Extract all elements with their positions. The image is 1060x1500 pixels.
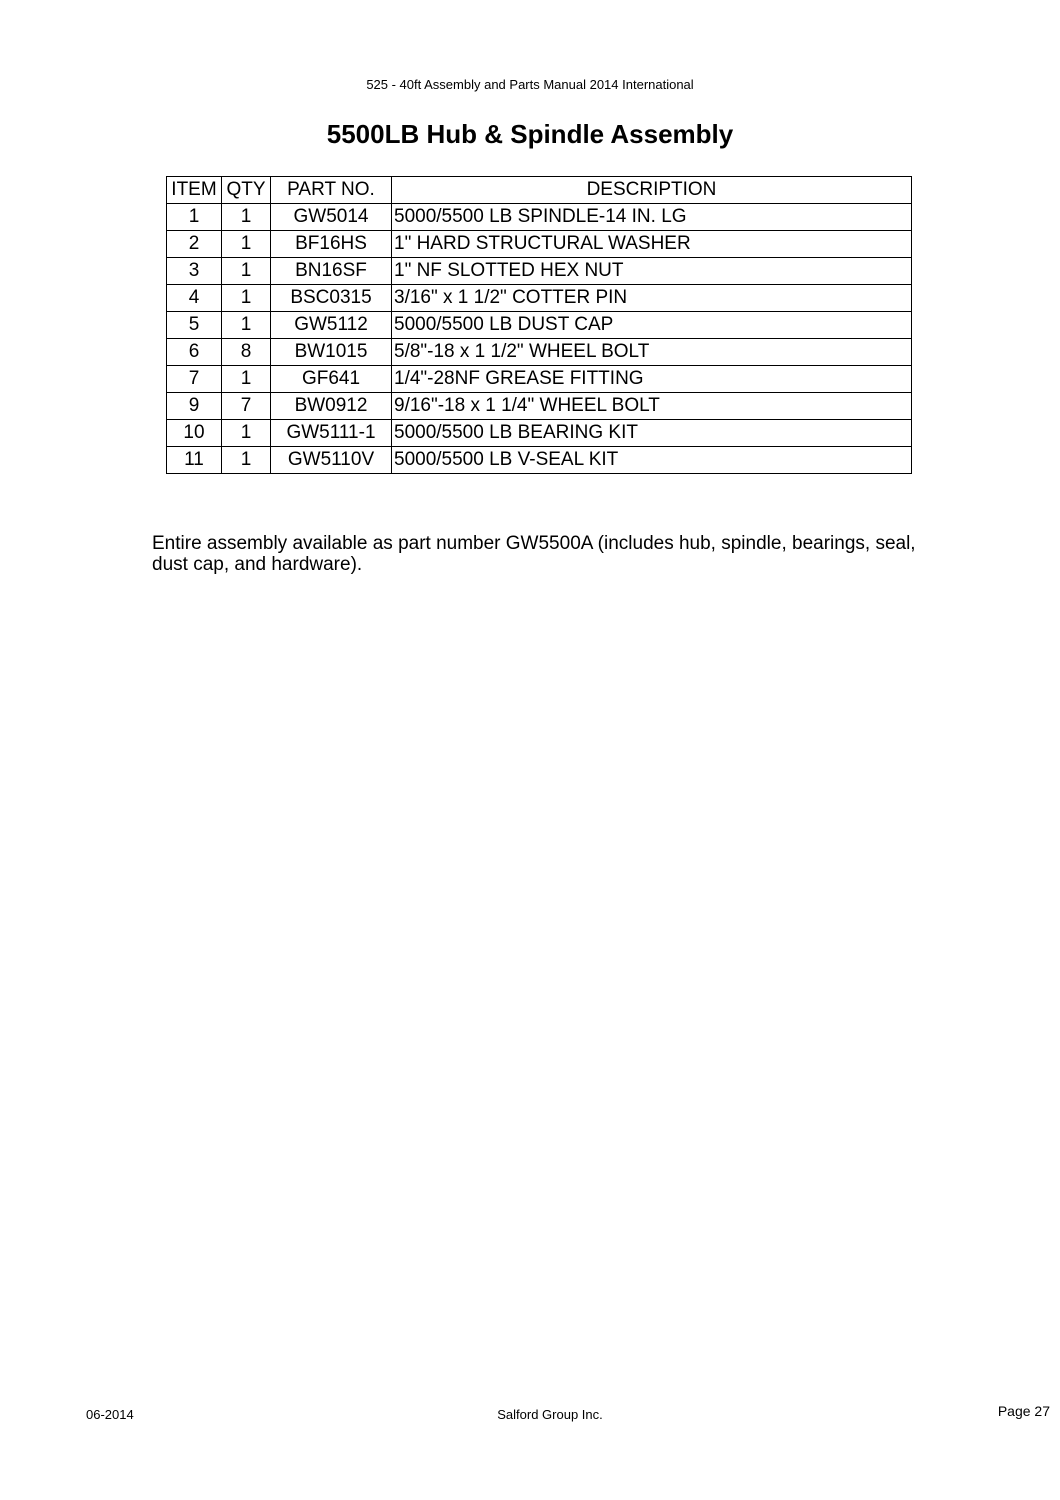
assembly-note: Entire assembly available as part number GW5500A (includes hub, spindle, bearings, seal, dust cap, and hardware). bbox=[152, 533, 916, 575]
cell-part-no: BW1015 bbox=[271, 339, 392, 366]
cell-description: 5/8"-18 x 1 1/2" WHEEL BOLT bbox=[392, 339, 912, 366]
cell-item: 2 bbox=[167, 231, 222, 258]
table-row bbox=[167, 366, 912, 393]
cell-qty: 1 bbox=[222, 420, 271, 447]
cell-description: 3/16" x 1 1/2" COTTER PIN bbox=[392, 285, 912, 312]
column-header-item: ITEM bbox=[167, 177, 222, 204]
cell-item: 5 bbox=[167, 312, 222, 339]
page-number: Page 27 bbox=[997, 1403, 1050, 1419]
cell-qty: 1 bbox=[222, 231, 271, 258]
cell-description: 5000/5500 LB SPINDLE-14 IN. LG bbox=[392, 204, 912, 231]
cell-item: 11 bbox=[167, 447, 222, 474]
cell-part-no: GW5110V bbox=[271, 447, 392, 474]
cell-qty: 1 bbox=[222, 366, 271, 393]
cell-item: 10 bbox=[167, 420, 222, 447]
cell-part-no: GW5112 bbox=[271, 312, 392, 339]
cell-description: 1" NF SLOTTED HEX NUT bbox=[392, 258, 912, 285]
column-header-qty: QTY bbox=[222, 177, 271, 204]
cell-qty: 1 bbox=[222, 285, 271, 312]
cell-qty: 1 bbox=[222, 312, 271, 339]
cell-item: 6 bbox=[167, 339, 222, 366]
table-row bbox=[167, 420, 912, 447]
table-row bbox=[167, 231, 912, 258]
cell-qty: 7 bbox=[222, 393, 271, 420]
cell-qty: 1 bbox=[222, 447, 271, 474]
column-header-description: DESCRIPTION bbox=[392, 177, 912, 204]
cell-description: 5000/5500 LB DUST CAP bbox=[392, 312, 912, 339]
table-row bbox=[167, 447, 912, 474]
footer-company: Salford Group Inc. bbox=[497, 1407, 603, 1422]
cell-part-no: BN16SF bbox=[271, 258, 392, 285]
cell-description: 1/4"-28NF GREASE FITTING bbox=[392, 366, 912, 393]
cell-part-no: GW5111-1 bbox=[271, 420, 392, 447]
table-row bbox=[167, 204, 912, 231]
table-row bbox=[167, 285, 912, 312]
cell-item: 1 bbox=[167, 204, 222, 231]
table-row bbox=[167, 312, 912, 339]
cell-description: 1" HARD STRUCTURAL WASHER bbox=[392, 231, 912, 258]
cell-item: 3 bbox=[167, 258, 222, 285]
column-header-part-no: PART NO. bbox=[271, 177, 392, 204]
parts-table bbox=[166, 176, 912, 474]
document-header: 525 - 40ft Assembly and Parts Manual 2014 International bbox=[366, 77, 694, 92]
footer-date: 06-2014 bbox=[86, 1407, 134, 1422]
cell-description: 5000/5500 LB BEARING KIT bbox=[392, 420, 912, 447]
cell-description: 5000/5500 LB V-SEAL KIT bbox=[392, 447, 912, 474]
table-row bbox=[167, 339, 912, 366]
cell-item: 4 bbox=[167, 285, 222, 312]
cell-description: 9/16"-18 x 1 1/4" WHEEL BOLT bbox=[392, 393, 912, 420]
cell-part-no: GF641 bbox=[271, 366, 392, 393]
table-header-row bbox=[167, 177, 912, 204]
cell-item: 9 bbox=[167, 393, 222, 420]
cell-part-no: GW5014 bbox=[271, 204, 392, 231]
table-row bbox=[167, 393, 912, 420]
cell-part-no: BSC0315 bbox=[271, 285, 392, 312]
cell-part-no: BW0912 bbox=[271, 393, 392, 420]
cell-qty: 1 bbox=[222, 204, 271, 231]
table-row bbox=[167, 258, 912, 285]
cell-qty: 8 bbox=[222, 339, 271, 366]
cell-part-no: BF16HS bbox=[271, 231, 392, 258]
cell-qty: 1 bbox=[222, 258, 271, 285]
page-title: 5500LB Hub & Spindle Assembly bbox=[326, 119, 734, 149]
cell-item: 7 bbox=[167, 366, 222, 393]
